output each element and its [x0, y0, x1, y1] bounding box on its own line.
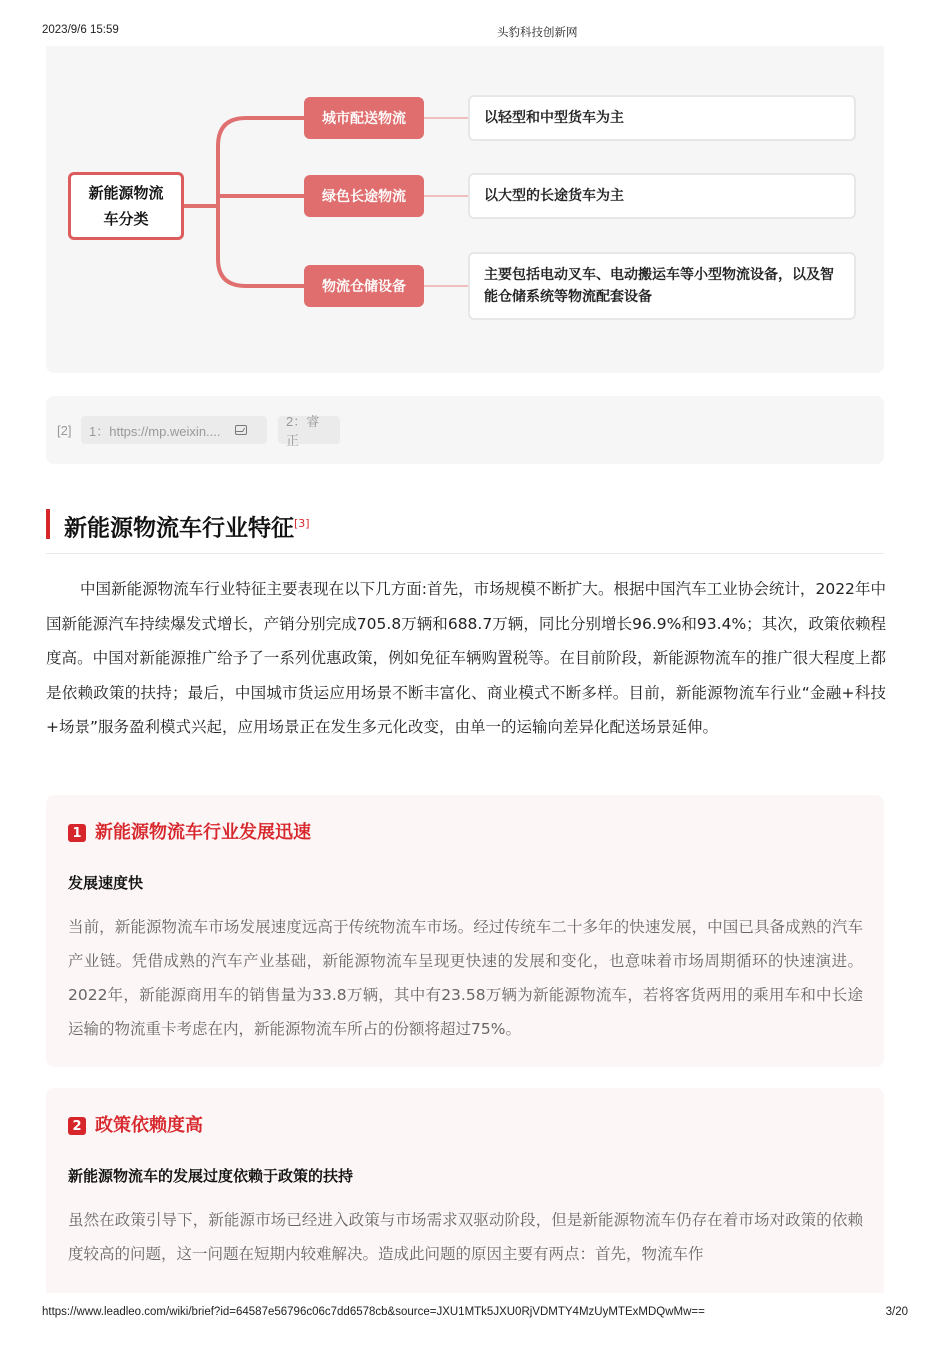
reference-chip-label: 2：睿正 — [286, 414, 320, 448]
reference-chip-label: 1：https://mp.weixin.... — [89, 423, 221, 439]
card-number-badge: 2 — [68, 1117, 86, 1135]
print-page-number: 3/20 — [885, 1306, 908, 1318]
heading-accent-bar — [46, 509, 50, 539]
leaf-text: 以大型的长途货车为主 — [484, 188, 624, 204]
print-url: https://www.leadleo.com/wiki/brief?id=64587e56796c06c7dd6578cb&source=JXU1MTk5JXU0RjVDMTY4MzUyMTExMDQwMw== — [42, 1306, 705, 1318]
external-link-icon[interactable] — [235, 425, 247, 435]
feature-card-2 — [46, 1088, 884, 1293]
card-number-badge: 1 — [68, 824, 86, 842]
reference-tag: [2] — [57, 423, 72, 438]
section-title — [64, 507, 310, 546]
section-intro-paragraph: 中国新能源物流车行业特征主要表现在以下几方面:首先，市场规模不断扩大。根据中国汽车工业协会统计，2022年中国新能源汽车持续爆发式增长，产销分别完成705.8万辆和688.7万辆，同比分别增长96.9%和93.4%；其次，政策依赖程度高。中国对新能源推广给予了一系列优惠政策，例如免征车辆购置税等。在目前阶段，新能源物流车的推广很大程度上都是依赖政策的扶持；最后，中国城市货运应用场景不断丰富化、商业模式不断多样。目前，新能源物流车行业“金融+科技+场景”服务盈利模式兴起，应用场景正在发生多元化改变，由单一的运输向差异化配送场景延伸。 — [46, 580, 886, 736]
print-site-name: 头豹科技创新网 — [497, 27, 578, 39]
section-title-text: 新能源物流车行业特征 — [64, 515, 294, 542]
mindmap-root — [68, 172, 184, 240]
section-citation-link[interactable]: [3] — [294, 517, 310, 530]
mindmap-root-label: 新能源物流车分类 — [88, 184, 164, 228]
branch-label: 绿色长途物流 — [322, 189, 406, 205]
card-subtitle: 新能源物流车的发展过度依赖于政策的扶持 — [68, 1167, 354, 1185]
leaf-text: 以轻型和中型货车为主 — [484, 110, 624, 126]
connector-branch-3 — [218, 206, 304, 286]
mindmap-leaf-urban — [468, 95, 856, 141]
reference-chip-2[interactable] — [278, 414, 340, 448]
leaf-text: 主要包括电动叉车、电动搬运车等小型物流设备，以及智能仓储系统等物流配套设备 — [484, 267, 834, 305]
feature-card-1 — [46, 795, 884, 1067]
mindmap-branch-warehouse — [304, 265, 424, 307]
mindmap-leaf-warehouse — [468, 252, 856, 320]
mindmap-leaf-longhaul — [468, 173, 856, 219]
card-title: 政策依赖度高 — [95, 1115, 203, 1136]
print-date: 2023/9/6 15:59 — [42, 24, 119, 36]
card-title: 新能源物流车行业发展迅速 — [95, 822, 311, 843]
mindmap-panel — [46, 46, 884, 373]
mindmap-branch-longhaul — [304, 175, 424, 217]
card-body: 当前，新能源物流车市场发展速度远高于传统物流车市场。经过传统车二十多年的快速发展，中国已具备成熟的汽车产业链。凭借成熟的汽车产业基础，新能源物流车呈现更快速的发展和变化，也意味着市场周期循环的快速演进。2022年，新能源商用车的销售量为33.8万辆，其中有23.58万辆为新能源物流车，若将客货两用的乘用车和中长途运输的物流重卡考虑在内，新能源物流车所占的份额将超过75%。 — [68, 918, 863, 1038]
connector-branch-1 — [218, 118, 304, 206]
branch-label: 物流仓储设备 — [322, 279, 406, 295]
card-subtitle: 发展速度快 — [68, 874, 144, 892]
print-header — [42, 24, 908, 40]
card-body: 虽然在政策引导下，新能源市场已经进入政策与市场需求双驱动阶段，但是新能源物流车仍存在着市场对政策的依赖度较高的问题，这一问题在短期内较难解决。造成此问题的原因主要有两点：首先，物流车作 — [68, 1211, 863, 1263]
reference-chip-1[interactable] — [81, 416, 267, 444]
section-heading — [46, 507, 884, 554]
branch-label: 城市配送物流 — [322, 111, 406, 127]
mindmap-branch-urban — [304, 97, 424, 139]
reference-bar — [46, 396, 884, 464]
